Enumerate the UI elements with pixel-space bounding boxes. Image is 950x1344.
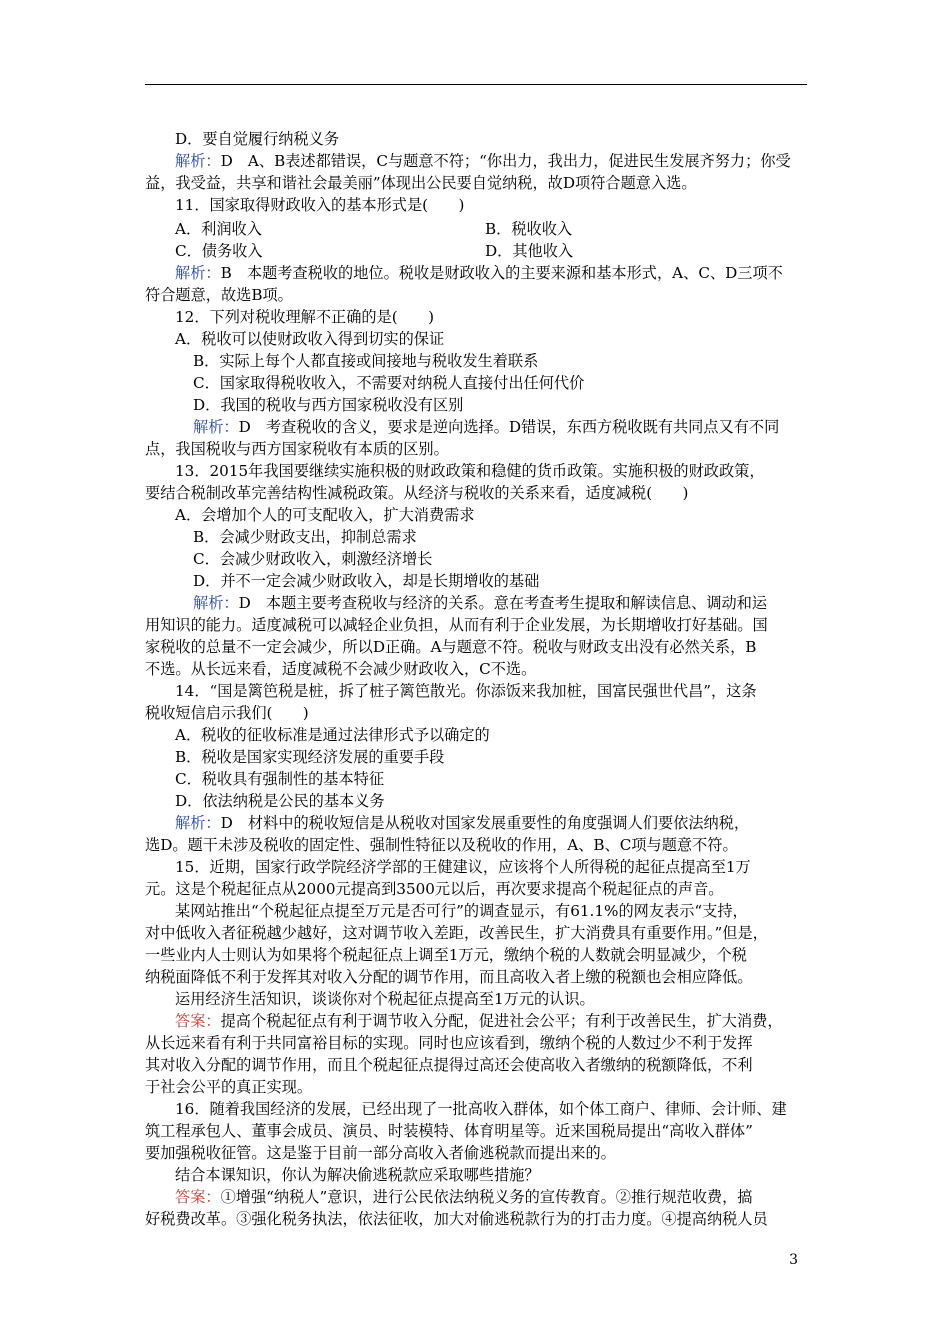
line-text: 15．近期，国家行政学院经济学部的王健建议，应该将个人所得税的起征点提高至1万 <box>175 858 751 876</box>
text-line <box>145 128 845 150</box>
line-text: C．会减少财政收入，刺激经济增长 <box>193 550 433 568</box>
line-text: 11．国家取得财政收入的基本形式是( ) <box>175 196 465 214</box>
line-text: 元。这是个税起征点从2000元提高到3500元以后，再次要求提高个税起征点的声音。 <box>145 880 724 898</box>
text-line <box>145 482 815 504</box>
text-line <box>145 812 845 834</box>
line-text: 于社会公平的真正实现。 <box>145 1078 313 1096</box>
line-text: D．依法纳税是公民的基本义务 <box>175 792 385 810</box>
text-line <box>145 570 863 592</box>
line-text: 点，我国税收与西方国家税收有本质的区别。 <box>145 440 449 458</box>
line-text: D．并不一定会减少财政收入，却是长期增收的基础 <box>193 572 540 590</box>
line-text: 好税费改革。③强化税务执法，依法征收，加大对偷逃税款行为的打击力度。④提高纳税人员 <box>145 1210 768 1228</box>
line-text: 不选。从长远来看，适度减税不会减少财政收入，C不选。 <box>145 660 537 678</box>
line-text: 符合题意，故选B项。 <box>145 286 293 304</box>
analysis-label: 解析： <box>193 594 239 612</box>
text-line <box>145 1032 815 1054</box>
text-line <box>145 922 815 944</box>
text-line <box>145 194 845 216</box>
text-line <box>145 966 815 988</box>
line-text: ①增强“纳税人”意识，进行公民依法纳税义务的宣传教育。②推行规范收费，搞 <box>220 1188 753 1206</box>
text-line <box>145 702 815 724</box>
text-line <box>145 878 815 900</box>
text-line <box>145 504 845 526</box>
line-text: B．实际上每个人都直接或间接地与税收发生着联系 <box>193 352 539 370</box>
line-text: 14．“国是篱笆税是桩，拆了桩子篱笆散光。你添饭来我加桩，国富民强世代昌”，这条 <box>175 682 757 700</box>
header-rule <box>145 84 807 85</box>
line-text: D 本题主要考查税收与经济的关系。意在考查考生提取和解读信息、调动和运 <box>238 594 768 612</box>
line-text: 家税收的总量不一定会减少，所以D正确。A与题意不符。税收与财政支出没有必然关系，B <box>145 638 757 656</box>
text-line <box>145 1164 845 1186</box>
line-text: 益，我受益，共享和谐社会最美丽”体现出公民要自觉纳税，故D项符合题意入选。 <box>145 174 697 192</box>
text-line <box>145 240 845 262</box>
text-line <box>145 1010 845 1032</box>
text-line <box>145 416 863 438</box>
text-line <box>145 262 845 284</box>
line-text: 从长远来看有利于共同富裕目标的实现。同时也应该看到，缴纳个税的人数过少不利于发挥 <box>145 1034 753 1052</box>
analysis-label: 解析： <box>175 264 221 282</box>
line-text: 选D。题干未涉及税收的固定性、强制性特征以及税收的作用，A、B、C项与题意不符。 <box>145 836 738 854</box>
line-text: 结合本课知识，你认为解决偷逃税款应采取哪些措施？ <box>175 1166 540 1184</box>
page-number: 3 <box>789 1252 798 1268</box>
text-line <box>145 1076 815 1098</box>
option-text-right: B．税收收入 <box>485 220 573 238</box>
line-text: 提高个税起征点有利于调节收入分配，促进社会公平；有利于改善民生，扩大消费， <box>220 1012 783 1030</box>
analysis-label: 解析： <box>193 418 239 436</box>
text-line <box>145 834 815 856</box>
line-text: A．税收可以使财政收入得到切实的保证 <box>175 330 445 348</box>
text-line <box>145 944 815 966</box>
line-text: 筑工程承包人、董事会成员、演员、时装模特、体育明星等。近来国税局提出“高收入群体” <box>145 1122 753 1140</box>
text-line <box>145 1054 815 1076</box>
line-text: A．利润收入 <box>175 220 262 238</box>
text-line <box>145 460 845 482</box>
line-text: 一些业内人士则认为如果将个税起征点上调至1万元，缴纳个税的人数就会明显减少，个税 <box>145 946 747 964</box>
text-line <box>145 172 815 194</box>
line-text: D．要自觉履行纳税义务 <box>175 130 340 148</box>
text-line <box>145 856 845 878</box>
line-text: B．会减少财政支出，抑制总需求 <box>193 528 417 546</box>
text-line <box>145 350 863 372</box>
text-line <box>145 438 815 460</box>
line-text: 税收短信启示我们( ) <box>145 704 309 722</box>
answer-label: 答案： <box>175 1188 221 1206</box>
text-line <box>145 592 863 614</box>
text-line <box>145 1208 815 1230</box>
text-line <box>145 328 845 350</box>
line-text: C．债务收入 <box>175 242 263 260</box>
text-line <box>145 1186 845 1208</box>
text-line <box>145 150 845 172</box>
text-line <box>145 680 845 702</box>
line-text: 运用经济生活知识，谈谈你对个税起征点提高至1万元的认识。 <box>175 990 595 1008</box>
text-line <box>145 1142 815 1164</box>
line-text: B 本题考查税收的地位。税收是财政收入的主要来源和基本形式，A、C、D三项不 <box>220 264 783 282</box>
text-line <box>145 900 845 922</box>
text-line <box>145 988 845 1010</box>
text-line <box>145 724 845 746</box>
text-line <box>145 394 863 416</box>
line-text: 要加强税收征管。这是鉴于目前一部分高收入者偷逃税款而提出来的。 <box>145 1144 616 1162</box>
option-text-right: D．其他收入 <box>485 242 574 260</box>
text-line <box>145 218 845 240</box>
text-line <box>145 614 815 636</box>
text-line <box>145 790 845 812</box>
line-text: 某网站推出“个税起征点提至万元是否可行”的调查显示，有61.1%的网友表示“支持， <box>175 902 748 920</box>
line-text: C．税收具有强制性的基本特征 <box>175 770 385 788</box>
line-text: 要结合税制改革完善结构性减税政策。从经济与税收的关系来看，适度减税( ) <box>145 484 689 502</box>
line-text: D．我国的税收与西方国家税收没有区别 <box>193 396 464 414</box>
line-text: 12．下列对税收理解不正确的是( ) <box>175 308 434 326</box>
analysis-label: 解析： <box>175 152 221 170</box>
text-line <box>145 548 863 570</box>
text-line <box>145 306 845 328</box>
text-line <box>145 372 863 394</box>
line-text: 13．2015年我国要继续实施积极的财政政策和稳健的货币政策。实施积极的财政政策， <box>175 462 765 480</box>
analysis-label: 解析： <box>175 814 221 832</box>
line-text: 16．随着我国经济的发展，已经出现了一批高收入群体，如个体工商户、律师、会计师、建 <box>175 1100 787 1118</box>
line-text: 纳税面降低不利于发挥其对收入分配的调节作用，而且高收入者上缴的税额也会相应降低。 <box>145 968 753 986</box>
line-text: D A、B表述都错误，C与题意不符；“你出力，我出力，促进民生发展齐努力；你受 <box>220 152 791 170</box>
line-text: C．国家取得税收收入，不需要对纳税人直接付出任何代价 <box>193 374 585 392</box>
answer-label: 答案： <box>175 1012 221 1030</box>
line-text: D 考查税收的含义，要求是逆向选择。D错误，东西方税收既有共同点又有不同 <box>238 418 780 436</box>
text-line <box>145 658 815 680</box>
line-text: A．税收的征收标准是通过法律形式予以确定的 <box>175 726 490 744</box>
text-line <box>145 284 815 306</box>
line-text: A．会增加个人的可支配收入，扩大消费需求 <box>175 506 475 524</box>
line-text: 对中低收入者征税越少越好，这对调节收入差距，改善民生，扩大消费具有重要作用。”但是， <box>145 924 768 942</box>
line-text: D 材料中的税收短信是从税收对国家发展重要性的角度强调人们要依法纳税， <box>220 814 750 832</box>
line-text: 其对收入分配的调节作用，而且个税起征点提得过高还会使高收入者缴纳的税额降低，不利 <box>145 1056 753 1074</box>
text-line <box>145 526 863 548</box>
line-text: B．税收是国家实现经济发展的重要手段 <box>175 748 445 766</box>
line-text: 用知识的能力。适度减税可以减轻企业负担，从而有利于企业发展，为长期增收打好基础。国 <box>145 616 768 634</box>
text-line <box>145 636 815 658</box>
text-line <box>145 1098 845 1120</box>
text-line <box>145 768 845 790</box>
text-line <box>145 1120 815 1142</box>
text-line <box>145 746 845 768</box>
